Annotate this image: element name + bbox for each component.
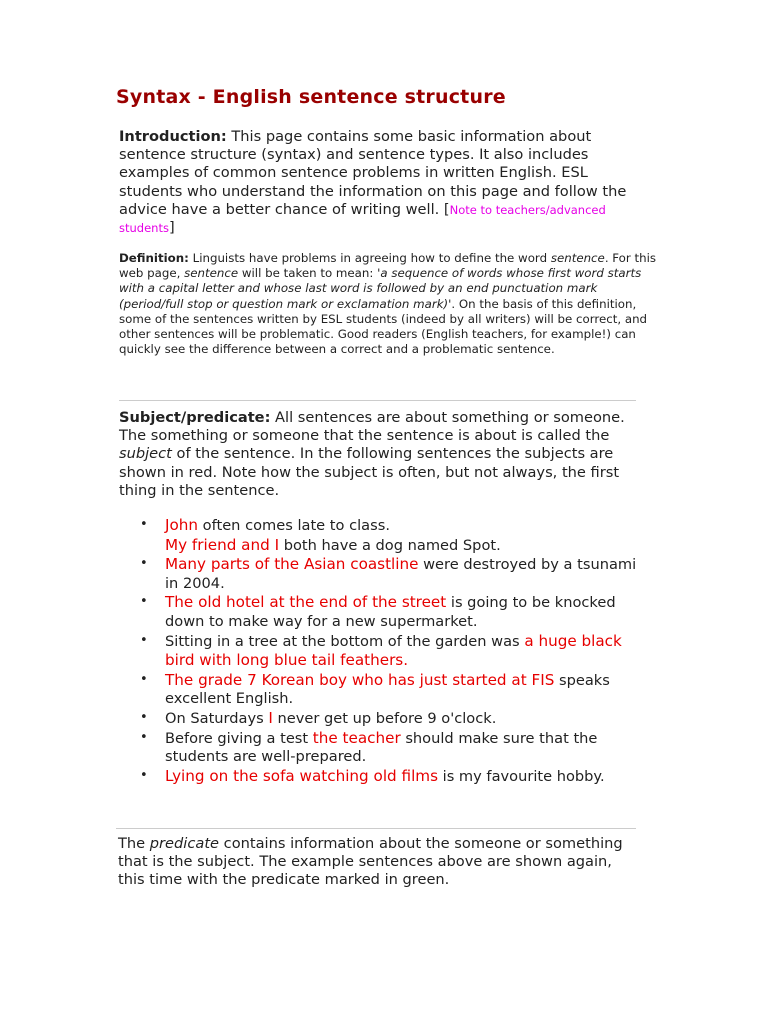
- example-post: is going to be knocked down to make way for a new supermarket.: [165, 594, 616, 630]
- example-subject: The old hotel at the end of the street: [165, 593, 447, 612]
- introduction-text: This page contains some basic information about sentence structure (syntax) and sentence types. It also includes examples of common sentence problems in written English. ESL students who understand the information on this page and follow the advice have a better chance of writing well.: [119, 128, 627, 218]
- predicate-text-1: The: [118, 835, 150, 852]
- subject-predicate-heading: Subject/predicate:: [119, 409, 271, 426]
- subject-term: subject: [119, 445, 172, 463]
- subject-predicate-text-1: All sentences are about something or someone. The something or someone that the sentence is about is called the: [119, 409, 625, 445]
- example-pre: Before giving a test: [165, 729, 313, 747]
- example-sentence: [119, 729, 639, 767]
- example-sentences-list: [119, 516, 639, 786]
- note-bracket-open: [: [443, 200, 450, 218]
- example-subject: I: [268, 708, 273, 727]
- example-subject: the teacher: [312, 728, 401, 747]
- introduction-heading: Introduction:: [119, 128, 227, 145]
- introduction-paragraph: [119, 128, 639, 237]
- example-post: never get up before 9 o'clock.: [272, 709, 497, 727]
- example-subject: John: [165, 516, 199, 534]
- definition-text-3: will be taken to mean: ': [238, 266, 381, 281]
- definition-term-sentence: sentence: [550, 251, 605, 265]
- example-sentence: [119, 516, 639, 536]
- example-sentence: [119, 593, 639, 631]
- example-subject: a huge black bird with long blue tail feathers.: [165, 631, 622, 670]
- example-subject: My friend and I: [165, 535, 280, 554]
- example-subject: Lying on the sofa watching old films: [165, 766, 438, 785]
- example-subject: The grade 7 Korean boy who has just started at FIS: [165, 670, 555, 689]
- example-subject: Many parts of the Asian coastline: [165, 555, 419, 574]
- example-sentence: [119, 632, 639, 671]
- definition-term-sentence-2: sentence: [184, 266, 239, 281]
- example-post: is my favourite hobby.: [438, 767, 605, 785]
- example-post: both have a dog named Spot.: [279, 536, 501, 554]
- definition-quote: a sequence of words whose first word starts with a capital letter and whose last word is followed by an end punctuation mark (period/full stop or question mark or exclamation mark): [119, 266, 642, 311]
- predicate-term: predicate: [149, 835, 220, 852]
- subject-predicate-text-2: of the sentence. In the following sentences the subjects are shown in red. Note how the subject is often, but not always, the first thing in the sentence.: [119, 445, 620, 499]
- example-post: often comes late to class.: [198, 517, 390, 534]
- example-sentence: [119, 536, 639, 556]
- subject-predicate-paragraph: [119, 409, 639, 500]
- definition-heading: Definition:: [119, 251, 189, 265]
- example-post: were destroyed by a tsunami in 2004.: [165, 556, 637, 592]
- example-post: speaks excellent English.: [165, 671, 610, 708]
- definition-text-4: '. On the basis of this definition, some of the sentences written by ESL students (indeed by all writers) will be correct, and other sentences will be problematic. Good readers (English teachers, for example!) can quickly see the difference between a correct and a problematic sentence.: [119, 296, 648, 357]
- example-post: should make sure that the students are well-prepared.: [165, 729, 598, 766]
- predicate-paragraph: [118, 835, 638, 890]
- section-divider-2: [116, 828, 636, 829]
- definition-paragraph: [119, 251, 659, 357]
- note-to-teachers-link[interactable]: Note to teachers/advanced students: [119, 202, 606, 236]
- section-divider: [119, 400, 636, 401]
- example-sentence: [119, 709, 639, 729]
- definition-text-2: . For this web page,: [119, 251, 657, 281]
- predicate-text-2: contains information about the someone or something that is the subject. The example sentences above are shown again, this time with the predicate marked in green.: [118, 835, 623, 889]
- example-sentence: [119, 767, 639, 787]
- example-sentence: [119, 555, 639, 593]
- example-pre: Sitting in a tree at the bottom of the garden was: [165, 632, 525, 650]
- definition-text-1: Linguists have problems in agreeing how to define the word: [188, 251, 551, 265]
- page-title: Syntax - English sentence structure: [116, 86, 506, 108]
- example-sentence: [119, 671, 639, 709]
- note-bracket-close: ]: [168, 219, 175, 237]
- example-pre: On Saturdays: [165, 709, 269, 727]
